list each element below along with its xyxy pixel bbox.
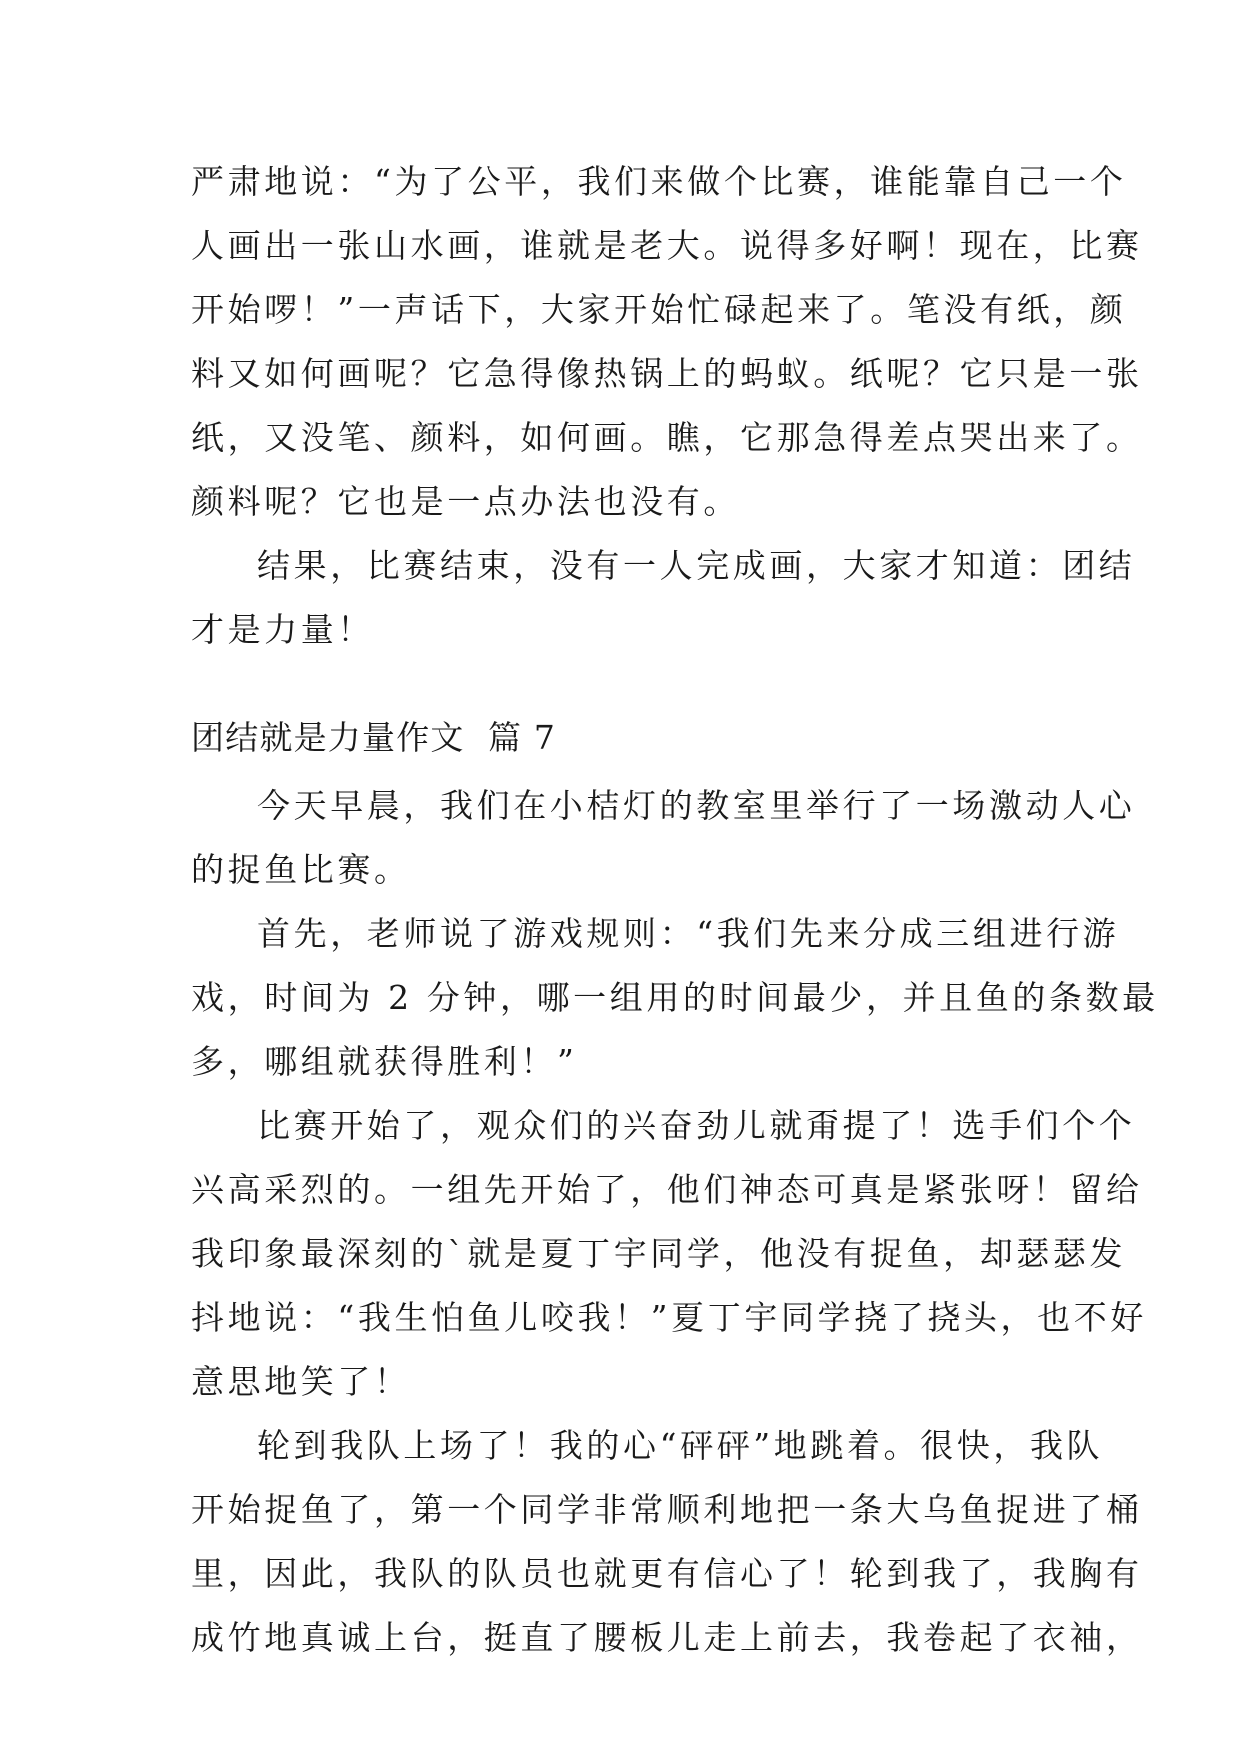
text-line: 才是力量！ — [191, 610, 374, 649]
text-line: 开始捉鱼了，第一个同学非常顺利地把一条大乌鱼捉进了桶 — [191, 1490, 1143, 1529]
text-line: 严肃地说：“为了公平，我们来做个比赛，谁能靠自己一个 — [191, 162, 1127, 201]
text-line: 开始啰！”一声话下，大家开始忙碌起来了。笔没有纸，颜 — [191, 290, 1127, 329]
text-line: 人画出一张山水画，谁就是老大。说得多好啊！现在，比赛 — [191, 226, 1143, 265]
text-line: 的捉鱼比赛。 — [191, 850, 411, 889]
text-line: 纸，又没笔、颜料，如何画。瞧，它那急得差点哭出来了。 — [191, 418, 1143, 457]
text-line: 成竹地真诚上台，挺直了腰板儿走上前去，我卷起了衣袖， — [191, 1618, 1143, 1657]
text-line: 里，因此，我队的队员也就更有信心了！轮到我了，我胸有 — [191, 1554, 1143, 1593]
text-line: 兴高采烈的。一组先开始了，他们神态可真是紧张呀！留给 — [191, 1170, 1143, 1209]
text-line: 戏，时间为 2 分钟，哪一组用的时间最少，并且鱼的条数最 — [191, 978, 1159, 1017]
text-line: 我印象最深刻的`就是夏丁宇同学，他没有捉鱼，却瑟瑟发 — [191, 1234, 1127, 1273]
text-line: 颜料呢？它也是一点办法也没有。 — [191, 482, 740, 521]
paragraph-start-line: 结果，比赛结束，没有一人完成画，大家才知道：团结 — [257, 546, 1136, 585]
section-heading: 团结就是力量作文 篇 7 — [191, 718, 557, 757]
paragraph-start-line: 轮到我队上场了！我的心“砰砰”地跳着。很快，我队 — [257, 1426, 1104, 1465]
text-line: 多，哪组就获得胜利！” — [191, 1042, 578, 1081]
paragraph-start-line: 比赛开始了，观众们的兴奋劲儿就甭提了！选手们个个 — [257, 1106, 1136, 1145]
paragraph-start-line: 今天早晨，我们在小桔灯的教室里举行了一场激动人心 — [257, 786, 1136, 825]
text-line: 料又如何画呢？它急得像热锅上的蚂蚁。纸呢？它只是一张 — [191, 354, 1143, 393]
paragraph-start-line: 首先，老师说了游戏规则：“我们先来分成三组进行游 — [257, 914, 1120, 953]
text-line: 抖地说：“我生怕鱼儿咬我！”夏丁宇同学挠了挠头，也不好 — [191, 1298, 1147, 1337]
text-line: 意思地笑了！ — [191, 1362, 411, 1401]
